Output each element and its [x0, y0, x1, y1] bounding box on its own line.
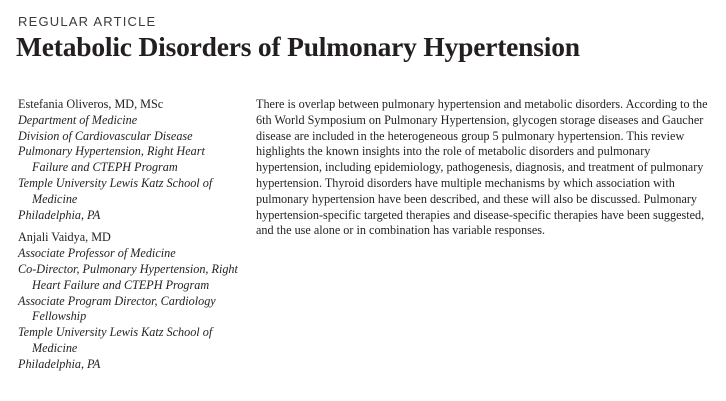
author-affiliation: Associate Program Director, Cardiology Fellowship — [18, 293, 216, 324]
article-type-label: REGULAR ARTICLE — [18, 14, 157, 29]
author-affiliation: Philadelphia, PA — [18, 356, 101, 371]
author-name: Anjali Vaidya, MD — [18, 230, 111, 245]
author-affiliation: Pulmonary Hypertension, Right Heart Failure and CTEPH Program — [18, 144, 205, 175]
author-affiliation: Associate Professor of Medicine — [18, 246, 176, 261]
author-affiliation: Co-Director, Pulmonary Hypertension, Right Heart Failure and CTEPH Program — [18, 261, 238, 292]
author-name: Estefania Oliveros, MD, MSc — [18, 97, 164, 111]
author-affiliation: Philadelphia, PA — [18, 207, 101, 222]
author-list — [18, 97, 243, 373]
author-block — [18, 230, 243, 372]
author-affiliation: Temple University Lewis Katz School of Medicine — [18, 325, 213, 355]
author-affiliation: Department of Medicine — [18, 112, 138, 127]
article-title: Metabolic Disorders of Pulmonary Hypertension — [16, 31, 580, 62]
author-affiliation: Division of Cardiovascular Disease — [18, 128, 193, 143]
author-block — [18, 97, 243, 223]
author-affiliation: Temple University Lewis Katz School of Medicine — [18, 175, 213, 206]
abstract-text: There is overlap between pulmonary hypertension and metabolic disorders. According to the 6th World Symposium on Pulmonary Hypertension, glycogen storage diseases and Gaucher disease are included in the heterogeneous group 5 pulmonary hypertension. This review highlights the known insights into the role of metabolic disorders and pulmonary hypertension, including epidemiology, pathogenesis, diagnosis, and treatment of pulmonary hypertension. Thyroid disorders have multiple mechanisms by which association with pulmonary hypertension have been described, and these will also be discussed. Pulmonary hypertension-specific targeted therapies and disease-specific therapies have been suggested, and the use alone or in combination has variable responses. — [256, 97, 708, 238]
